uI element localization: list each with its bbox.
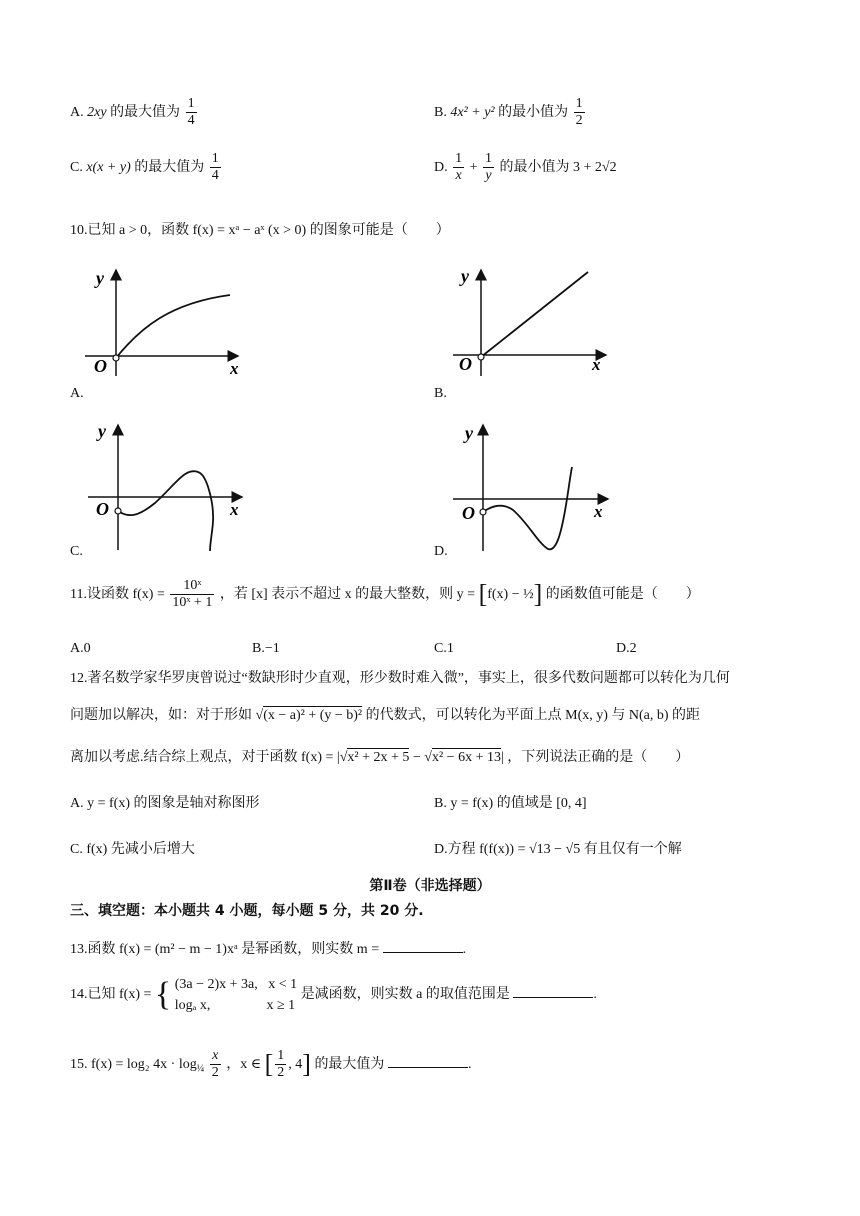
sqrt-sign: √ — [255, 708, 264, 723]
stem-text: 的最大值为 — [314, 1056, 385, 1072]
option-label: B. — [434, 104, 447, 120]
fraction — [275, 1048, 286, 1081]
brace: { — [154, 976, 172, 1013]
stem-text: ，下列说法正确的是（ ） — [507, 750, 690, 765]
denominator: 2 — [277, 1065, 285, 1081]
stem-text: ，x ∈ — [226, 1056, 262, 1072]
log-base: ¼ — [196, 1063, 205, 1075]
abs-bar: | — [500, 750, 504, 765]
option-text: 的最小值为 — [498, 104, 569, 120]
option-math: x(x + y) — [86, 159, 131, 175]
option-math: 2xy — [87, 104, 107, 120]
q11-stem — [70, 578, 700, 611]
y-label: y — [96, 268, 104, 288]
numerator: 1 — [483, 151, 494, 168]
q9-option-d — [434, 151, 617, 184]
denominator: 4 — [211, 168, 219, 184]
bracket-left: [ — [478, 579, 488, 609]
numerator: 1 — [186, 96, 197, 113]
graph-c — [80, 415, 250, 555]
case-cond: x ≥ 1 — [266, 998, 296, 1013]
answer-blank[interactable] — [383, 940, 463, 953]
bracket-right: ] — [302, 1049, 311, 1079]
graph-a-svg — [80, 258, 250, 378]
bracket-right: ] — [533, 579, 543, 609]
fraction — [186, 96, 197, 129]
graph-a — [80, 258, 250, 378]
sqrt-sign: √ — [339, 750, 348, 765]
graph-c-label: C. — [70, 544, 83, 559]
stem-text: 的函数值可能是（ ） — [545, 586, 700, 602]
numerator: 1 — [453, 151, 464, 168]
stem-text: . — [593, 987, 597, 1003]
numerator: 10ˣ — [170, 578, 214, 595]
curve — [116, 295, 230, 358]
y-label: y — [461, 266, 469, 286]
graph-d-label: D. — [434, 544, 448, 559]
q14 — [70, 974, 597, 1016]
q12-line-1: 12.著名数学家华罗庚曾说过“数缺形时少直观，形少数时难入微”，事实上，很多代数问题都可以转化为几何 — [70, 671, 730, 686]
x-label: x — [230, 359, 239, 378]
origin-label: O — [96, 499, 109, 519]
option-label: D. — [434, 159, 448, 175]
q9-option-a — [70, 96, 199, 129]
q12-line-2 — [70, 704, 700, 724]
numerator: 1 — [574, 96, 585, 113]
q12-option-b: B. y = f(x) 的值域是 [0, 4] — [434, 796, 587, 811]
numerator: 1 — [210, 151, 221, 168]
q12-line-3 — [70, 746, 689, 766]
graph-c-svg — [80, 415, 250, 555]
q12-option-c: C. f(x) 先减小后增大 — [70, 842, 195, 857]
curve — [118, 471, 213, 551]
q11-option-a: A.0 — [70, 641, 91, 656]
plus-sign: + — [469, 159, 478, 175]
option-text: 的最小值为 — [499, 159, 570, 175]
origin-label: O — [462, 503, 475, 523]
q11-option-d: D.2 — [616, 641, 637, 656]
abs-bar: | — [336, 750, 340, 765]
option-text: 的最大值为 — [110, 104, 181, 120]
stem-text: 11.设函数 f(x) = — [70, 586, 165, 602]
option-text: 的最大值为 — [134, 159, 205, 175]
q13 — [70, 938, 466, 958]
sqrt-expression: x² + 2x + 5 — [347, 750, 410, 765]
stem-text: 问题加以解决，如：对于形如 — [70, 708, 252, 723]
stem-text: . — [467, 1056, 472, 1072]
case-expr: logₐ x, — [174, 998, 211, 1013]
x-label: x — [592, 355, 601, 374]
numerator: 1 — [275, 1048, 286, 1065]
denominator: 2 — [575, 113, 583, 129]
stem-text: 13.函数 f(x) = (m² − m − 1)xᵃ 是幂函数，则实数 m = — [70, 942, 380, 957]
fraction — [483, 151, 494, 184]
bracket-content: f(x) − ½ — [487, 586, 534, 602]
graph-a-label: A. — [70, 386, 84, 401]
section-title: 第Ⅱ卷（非选择题） — [369, 878, 491, 894]
stem-text: 的代数式，可以转化为平面上点 M(x, y) 与 N(a, b) 的距 — [365, 708, 701, 723]
stem-text: 14.已知 f(x) = — [70, 987, 152, 1003]
graph-d-svg — [448, 415, 618, 555]
origin-label: O — [94, 356, 107, 376]
open-point — [478, 354, 484, 360]
sqrt-sign: √ — [424, 750, 432, 765]
section-header: 三、填空题：本小题共 4 小题，每小题 5 分，共 20 分. — [70, 903, 424, 919]
graph-b-label: B. — [434, 386, 447, 401]
numerator: x — [210, 1048, 221, 1065]
case-cond: x < 1 — [268, 977, 298, 992]
fraction — [170, 578, 214, 611]
option-value: 3 + 2√2 — [573, 159, 617, 175]
open-point — [480, 509, 486, 515]
sqrt-expression: (x − a)² + (y − b)² — [263, 708, 363, 723]
graph-d — [448, 415, 618, 555]
origin-label: O — [459, 354, 472, 374]
q11-option-b: B.−1 — [252, 641, 280, 656]
stem-text: 是减函数，则实数 a 的取值范围是 — [300, 987, 510, 1003]
fraction — [210, 151, 221, 184]
graph-b — [448, 258, 618, 378]
bracket-left: [ — [264, 1049, 274, 1079]
case-expr: (3a − 2)x + 3a, — [174, 977, 258, 992]
answer-blank[interactable] — [513, 985, 593, 998]
sqrt-expression: x² − 6x + 13 — [431, 750, 501, 765]
option-label: A. — [70, 104, 84, 120]
minus-sign: − — [412, 750, 421, 765]
stem-text: 15. f(x) = log₂ 4x · log — [70, 1056, 197, 1072]
line — [481, 272, 588, 357]
y-label: y — [465, 423, 473, 443]
q12-option-d: D.方程 f(f(x)) = √13 − √5 有且仅有一个解 — [434, 842, 682, 857]
fraction — [574, 96, 585, 129]
interval-end: , 4 — [288, 1056, 303, 1072]
q9-option-c — [70, 151, 223, 184]
option-math: 4x² + y² — [450, 104, 495, 120]
denominator: x — [455, 168, 462, 184]
piecewise-cases — [175, 974, 297, 1016]
open-point — [113, 355, 119, 361]
graph-b-svg — [448, 258, 618, 378]
q10-stem: 10.已知 a > 0，函数 f(x) = xᵃ − aˣ (x > 0) 的图象可能是（ ） — [70, 223, 450, 238]
denominator: 10ˣ + 1 — [172, 595, 213, 611]
x-label: x — [594, 502, 603, 521]
q9-option-b — [434, 96, 587, 129]
q15 — [70, 1048, 471, 1081]
stem-text: . — [462, 942, 467, 957]
answer-blank[interactable] — [388, 1055, 468, 1068]
fraction — [210, 1048, 221, 1081]
x-label: x — [230, 500, 239, 519]
stem-text: ，若 [x] 表示不超过 x 的最大整数，则 y = — [219, 586, 476, 602]
q12-option-a: A. y = f(x) 的图象是轴对称图形 — [70, 796, 260, 811]
denominator: y — [485, 168, 492, 184]
open-point — [115, 508, 121, 514]
q11-option-c: C.1 — [434, 641, 454, 656]
curve — [483, 467, 572, 549]
option-label: C. — [70, 159, 83, 175]
stem-text: 离加以考虑.结合综上观点，对于函数 f(x) = — [70, 750, 334, 765]
denominator: 2 — [211, 1065, 219, 1081]
denominator: 4 — [187, 113, 195, 129]
y-label: y — [98, 421, 106, 441]
fraction — [453, 151, 464, 184]
